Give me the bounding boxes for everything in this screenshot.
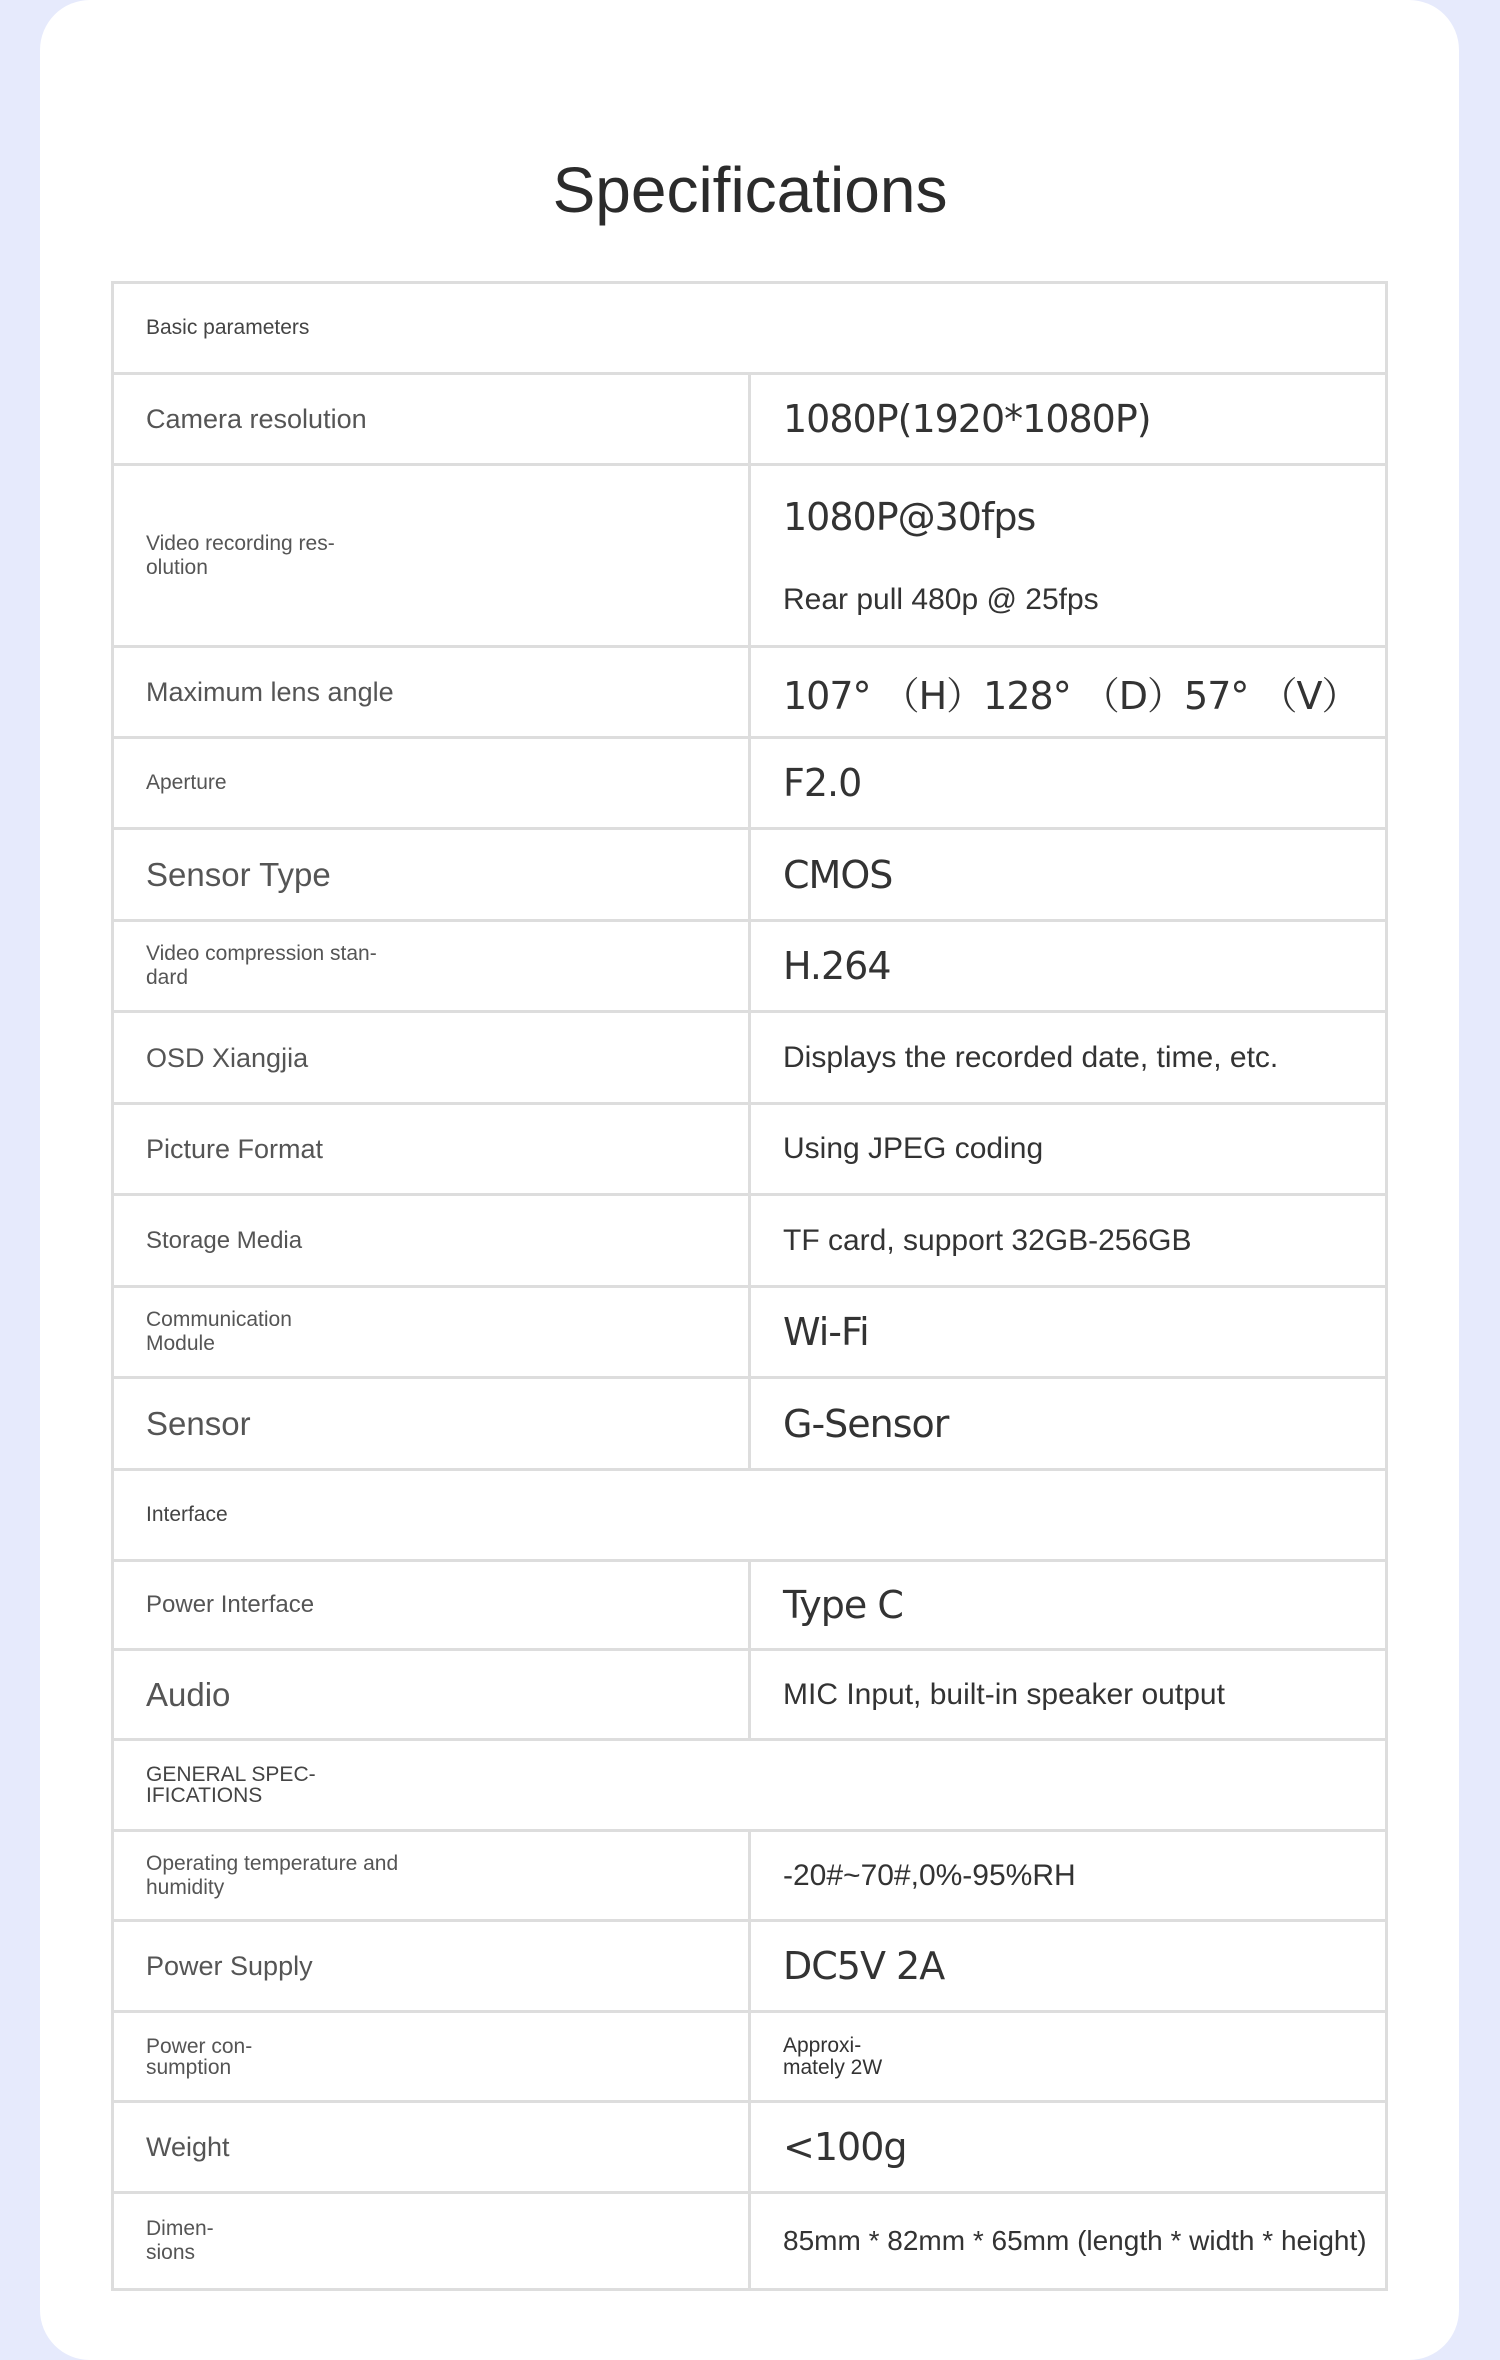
label-video-recording-resolution: Video recording res- olution [113,465,750,647]
value-weight: <100g [750,2102,1387,2193]
label-storage-media: Storage Media [113,1195,750,1287]
table-row [113,1561,1387,1650]
value-video-recording-main: 1080P@30fps [783,494,1036,539]
spec-table [111,281,1388,2291]
section-row-basic [113,283,1387,374]
value-power-interface: Type C [750,1561,1387,1650]
value-osd: Displays the recorded date, time, etc. [750,1012,1387,1104]
label-sensor-type: Sensor Type [113,829,750,921]
table-row [113,2102,1387,2193]
label-osd: OSD Xiangjia [113,1012,750,1104]
value-maximum-lens-angle: 107° （H）128° （D）57° （V） [750,647,1387,738]
table-row [113,374,1387,465]
table-row [113,1650,1387,1740]
section-general-specifications: GENERAL SPEC- IFICATIONS [113,1740,1387,1831]
table-row [113,1104,1387,1195]
table-row [113,1012,1387,1104]
value-power-supply: DC5V 2A [750,1921,1387,2012]
table-row [113,2193,1387,2290]
label-operating-temperature: Operating temperature and humidity [113,1831,750,1921]
table-row [113,1921,1387,2012]
value-power-consumption: Approxi- mately 2W [750,2012,1387,2102]
label-communication-module: Communication Module [113,1287,750,1378]
value-camera-resolution: 1080P(1920*1080P) [750,374,1387,465]
table-row [113,738,1387,829]
table-row [113,647,1387,738]
label-sensor: Sensor [113,1378,750,1470]
value-storage-media: TF card, support 32GB-256GB [750,1195,1387,1287]
section-basic-parameters: Basic parameters [113,283,1387,374]
table-row [113,2012,1387,2102]
label-maximum-lens-angle: Maximum lens angle [113,647,750,738]
value-video-compression-standard: H.264 [750,921,1387,1012]
value-sensor: G-Sensor [750,1378,1387,1470]
value-video-recording-rear: Rear pull 480p @ 25fps [783,582,1099,616]
table-row [113,921,1387,1012]
table-row [113,465,1387,647]
label-power-consumption: Power con- sumption [113,2012,750,2102]
label-power-interface: Power Interface [113,1561,750,1650]
section-row-interface [113,1470,1387,1561]
table-row [113,1195,1387,1287]
table-row [113,1831,1387,1921]
value-dimensions: 85mm * 82mm * 65mm (length * width * height) [750,2193,1387,2290]
table-row [113,1378,1387,1470]
label-power-supply: Power Supply [113,1921,750,2012]
value-operating-temperature: -20#~70#,0%-95%RH [750,1831,1387,1921]
table-row [113,1287,1387,1378]
table-row [113,829,1387,921]
section-interface: Interface [113,1470,1387,1561]
value-audio: MIC Input, built-in speaker output [750,1650,1387,1740]
section-row-general [113,1740,1387,1831]
label-aperture: Aperture [113,738,750,829]
label-picture-format: Picture Format [113,1104,750,1195]
page-title: Specifications [552,154,948,226]
label-weight: Weight [113,2102,750,2193]
label-camera-resolution: Camera resolution [113,374,750,465]
label-video-compression-standard: Video compression stan- dard [113,921,750,1012]
value-communication-module: Wi-Fi [750,1287,1387,1378]
label-dimensions: Dimen- sions [113,2193,750,2290]
value-video-recording-resolution [750,465,1387,647]
value-sensor-type: CMOS [750,829,1387,921]
value-aperture: F2.0 [750,738,1387,829]
label-audio: Audio [113,1650,750,1740]
value-picture-format: Using JPEG coding [750,1104,1387,1195]
